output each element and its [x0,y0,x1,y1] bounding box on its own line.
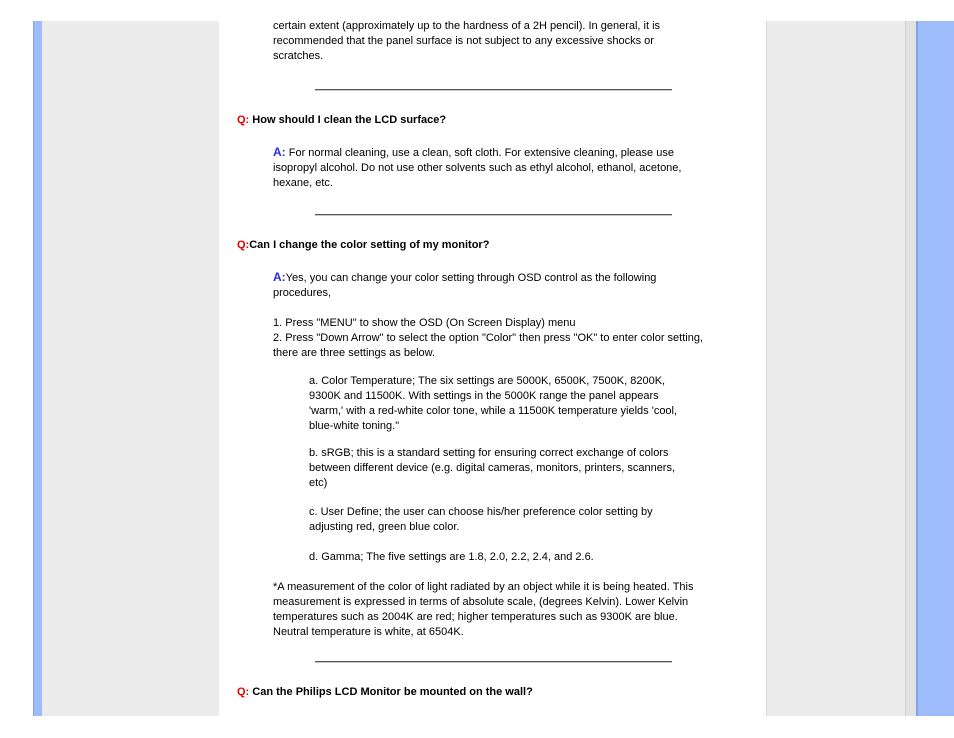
question-text: How should I clean the LCD surface? [252,114,447,126]
step-item: 1. Press "MENU" to show the OSD (On Screen Display) menu [273,317,576,329]
option-srgb: b. sRGB; this is a standard setting for ensuring correct exchange of colors between different device (e.g. digital cameras, monitors, printers, scanners, etc) [309,447,676,489]
steps-block [273,316,703,361]
right-margin-panel [766,21,917,716]
question-wall-mount [237,685,737,700]
divider [315,214,672,216]
option-user-define: c. User Define; the user can choose his/her preference color setting by adjusting red, green blue color. [309,506,653,533]
question-text: Can I change the color setting of my monitor? [249,239,490,251]
left-border-bar [33,21,42,716]
answer-label: A: [273,270,286,284]
intro-paragraph: certain extent (approximately up to the hardness of a 2H pencil). In general, it is recommended that the panel surface is not subject to any excessive shocks or scratches. [273,20,661,62]
right-border-bar [916,21,954,716]
answer-clean-lcd [273,145,705,191]
right-margin-edge [905,21,916,716]
divider [315,89,672,91]
answer-label: A: [273,145,286,159]
document-content [219,0,766,738]
divider [315,661,672,663]
answer-color-setting [273,270,693,301]
answer-text: For normal cleaning, use a clean, soft cloth. For extensive cleaning, please use isopropyl alcohol. Do not use other solvents such as ethyl alcohol, ethanol, acetone, hexane, etc. [273,147,682,189]
step-item: 2. Press "Down Arrow" to select the option "Color" then press "OK" to enter color setting, there are three settings as below. [273,332,704,359]
kelvin-footnote: *A measurement of the color of light radiated by an object while it is being heated. This measurement is expressed in terms of absolute scale, (degrees Kelvin). Lower Kelvin temperatures such as 2004K are red; higher temperatures such as 9300K are blue. Neutral temperature is white, at 6504K. [273,581,694,638]
question-text: Can the Philips LCD Monitor be mounted on the wall? [252,686,533,698]
question-label: Q: [237,686,250,698]
option-color-temperature: a. Color Temperature; The six settings are 5000K, 6500K, 7500K, 8200K, 9300K and 11500K. With settings in the 5000K range the panel appears 'warm,' with a red-white color tone, while a 11500K temperature yields 'cool, blue-white toning." [309,375,678,432]
option-gamma: d. Gamma; The five settings are 1.8, 2.0, 2.2, 2.4, and 2.6. [309,551,594,563]
question-color-setting [237,238,737,253]
question-label: Q: [237,239,250,251]
question-clean-lcd [237,113,737,128]
left-margin-panel [42,21,219,716]
answer-text: Yes, you can change your color setting through OSD control as the following procedures, [273,272,657,299]
question-label: Q: [237,114,250,126]
